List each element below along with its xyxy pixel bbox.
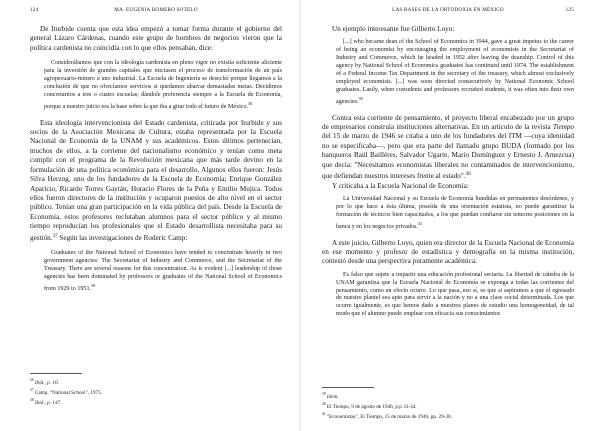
footnote: $^{41}$ "Economistas", El Tiempo, 15 de marzo de 1946, pp. 29-30. [322, 411, 452, 420]
footnote-ref: 39 [358, 95, 363, 101]
block-quote: [...] who became dean of the School of Economics in 1944, gave a great impetus to the career of being an economist by encouraging the employment of economists in the Secretariat of Industry and Commerce, which he headed in 1952 after leaving the deanship. Control of this agency by National School of Economics graduates has continued until 1974. The establishment of a Federal Income Tax Department in the secretary of the treasury, which almost exclusively employed economists. [...] was soon directed consecutively by National Economic School graduates. Lastly, when costudents and professors recruited students, it was often into their own agencies.$^{39}$ [336, 39, 574, 105]
page-number: 125 [565, 7, 574, 13]
left-page-header [30, 7, 282, 19]
body-paragraph: De Iturbide cuenta que esta idea empezó a tomar forma durante el gobierno del general Lázaro Cárdenas, cuando este grupo de hombres de negocios vieron que la política cardenista no coincidía con lo que ellos pensaban, dice: [30, 25, 282, 52]
footnote-rule [30, 373, 82, 374]
right-page-header [322, 7, 574, 19]
footnote-ref: 38 [91, 282, 96, 288]
body-paragraph: Y criticaba a la Escuela Nacional de Economía: [332, 181, 469, 190]
footnote-ref: 40 [465, 172, 471, 178]
block-quote: Es falso que sujete a impartir una educación profesional sectaria. La libertad de cátedra de la UNAM garantiza que la Escuela Nacional de Economía se exponga a todas las corrientes del pensamiento, como en efecto ocurre. Lo que pasa, eso sí, es que si aspiramos a que el egresado de nuestro plantel sea apto para servir a la nación y no a una clase social determinada. Los que ocurre igualmente, es que hemos dado a nuestros planes de estudio una homogeneidad, de tal modo que el alumno puede emplear con eficacia sus conocimientos [336, 271, 574, 318]
footnote: $^{38}$ Ibid., p. 147. [30, 397, 62, 406]
footnote-ref: 36 [248, 100, 253, 106]
body-paragraph: Esta ideología intervencionista del Estado cardenista, criticada por Iturbide y sus socios de la Asociación Mexicana de Cultura, estaba representada por la Escuela Nacional de Economía de la UNAM y sus académicos. Estos últimos pertenecían, muchos de ellos, a la corriente del nacionalismo económico y tenían como meta cumplir con el programa de la Revolución mexicana que más tarde devino en la formulación de una política económica para el desarrollo. Algunos ellos fueron: Jesús Silva Herzog, uno de los fundadores de la Escuela de Economía; Enrique González Aparicio, Ricardo Torres Gaytán, Horacio Flores de la Peña y Emilio Mujica. Todos ellos fueron directores de la institución y ocuparon puestos de alto nivel en el sector público. Tenían una gran participación en la vida pública del país. Desde la Escuela de Economía, estos profesores reclutaban alumnos para el sector público y al mismo tiempo reproducían los profesionales que el Estado desarrollista necesitaba para su gestión.$^{37}$ Según las investigaciones de Roderic Camp: [30, 118, 282, 242]
body-paragraph: A este juicio, Gilberto Loyo, quien era director de la Escuela Nacional de Economía en ese momento y profesor de estadística y demografía en la misma institución, contestó desde una perspectiva puramente académica: [322, 238, 574, 266]
footnote-rule [322, 387, 374, 388]
body-paragraph: Contra esta corriente de pensamiento, el proyecto liberal encabezado por un grupo de empresarios construía instituciones alternativas. En un artículo de la revista Tiempo del 15 de marzo de 1946 se citaba a uno de los fundadores del ITM —cuya identidad no se especificaba—, pero que era parte del llamado grupo BUDA (formado por los banqueros Raúl Bailléres, Salvador Ugarte, Mario Domínguez y Ernesto J. Amezcua) que decía: "Necesitamos economistas liberales no contaminados de intervencionismo, que defiendan nuestros intereses frente al estado".$^{40}$ [322, 113, 575, 181]
running-head: MA. EUGENIA ROMERO SOTELO [114, 7, 198, 13]
footnote: $^{40}$ El Tiempo, 9 de agosto de 1946, p.p 33-34. [322, 401, 417, 410]
block-quote: Graduates of the National School of Economics have tended to concentrate heavily in two government agencies: The Secretariat of Industry and Commerce, and the Secretariat of the Treasury. There are several reasons for this concentration. As is evident [...] leadership of those agencies has been dominated by professors or graduates of the National School of Economics from 1929 to 1951.38 [44, 249, 282, 292]
footnotes [322, 387, 574, 420]
footnote: $^{37}$ Camp, "National School", 1975. [30, 387, 102, 396]
book-gutter [299, 0, 301, 431]
block-quote: Considerábamos que con la ideología cardenista en pleno vigor no existía suficiente aliciente para la inversión de grandes capitales que iniciasen el proceso de transformación de un país agropecuario-minero a uno industrial. La Escuela de Ingeniería se desechó porque llegamos a la conclusión de que no ofrecíamos servicios si quedamos abarcar demasiadas metas. Decidimos concretarnos a tres o cuatro escuelas; dándole preferencia siempre a la Escuela de Economía, porque a nuestro juicio era la base sobre la que iba a girar todo el futuro de México.$^{36}$ [44, 60, 282, 110]
block-quote: La Universidad Nacional y su Escuela de Economía hundidas en permanentes desórdenes, y por lo que hace a ésta última, poseída de una orientación estatista, no puede garantizar la formación de técnicos bien capacitados, a los que puedan confiarse sin temores posiciones en la banca y en los negocios privados.$^{41}$ [336, 195, 574, 230]
right-page [322, 0, 574, 431]
page-number: 124 [30, 7, 39, 13]
footnotes [30, 373, 282, 406]
footnote: $^{36}$ Ibid., p. 10. [30, 378, 59, 386]
running-head: LAS BASES DE LA ORTODOXIA EN MÉXICO [392, 7, 504, 13]
left-page [30, 0, 282, 431]
footnote-ref: 37 [52, 233, 58, 239]
footnote-ref: 41 [417, 220, 423, 226]
footnote: $^{39}$ Idem. [322, 392, 339, 400]
body-paragraph: Un ejemplo interesante fue Gilberto Loyo: [332, 25, 455, 33]
